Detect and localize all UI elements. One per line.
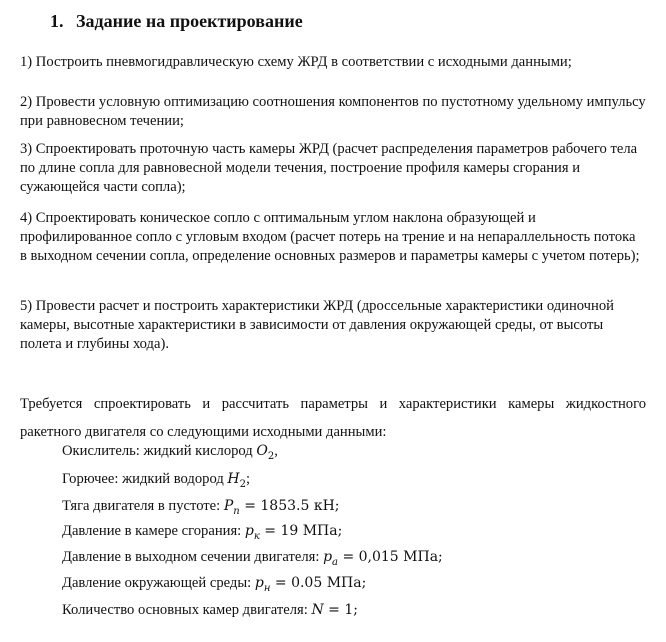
param-thrust: [62, 498, 340, 515]
param-label: Окислитель: жидкий кислород: [62, 443, 257, 459]
param-ambient-pressure: [62, 575, 366, 592]
task-item-2: 2) Провести условную оптимизацию соотношения компонентов по пустотному удельному импульсу при равновесном течении;: [20, 94, 646, 129]
param-label: Количество основных камер двигателя:: [62, 602, 312, 618]
param-oxidizer: Окислитель: жидкий кислород $O_2$,: [62, 443, 278, 462]
intro-line-1: Требуется спроектировать и рассчитать параметры и характеристики камеры жидкостного: [20, 396, 646, 412]
param-formula: $O_2$: [256, 443, 275, 462]
section-title: Задание на проектирование: [76, 11, 303, 31]
intro-line-2: ракетного двигателя со следующими исходными данными:: [20, 424, 387, 440]
param-formula: N = 1;: [311, 602, 358, 618]
param-formula: $H_2$: [227, 471, 246, 490]
task-item-4: 4) Спроектировать коническое сопло с оптимальным углом наклона образующей и профилированное сопло с угловым входом (расчет потерь на трение и на непараллельность потока в выходном сечении сопла, определение основных размеров и параметры камеры с учетом потерь);: [20, 210, 640, 264]
param-label: Давление окружающей среды:: [62, 575, 255, 591]
task-item-1: 1) Построить пневмогидравлическую схему ЖРД в соответствии с исходными данными;: [20, 54, 572, 70]
param-label: Горючее: жидкий водород: [62, 471, 228, 487]
param-formula: $p_a = 0,015$ МПа;: [323, 549, 443, 568]
param-formula: $p_н = 0.05$ МПа;: [254, 575, 367, 594]
param-exit-pressure: [62, 549, 443, 566]
param-chamber-count: [62, 602, 358, 619]
requirements-intro: [20, 390, 646, 446]
param-label: Давление в выходном сечении двигателя:: [62, 549, 324, 565]
param-chamber-pressure: [62, 523, 342, 540]
param-formula: $P_п = 1853.5$ кН;: [223, 498, 340, 517]
task-item-5: 5) Провести расчет и построить характеристики ЖРД (дроссельные характеристики одиночной камеры, высотные характеристики в зависимости от давления окружающей среды, от высоты полета и глубины хода).: [20, 298, 614, 352]
param-label: Давление в камере сгорания:: [62, 523, 245, 539]
section-number: 1.: [50, 11, 64, 31]
param-fuel: Горючее: жидкий водород $H_2$;: [62, 471, 251, 490]
task-item-3: 3) Спроектировать проточную часть камеры ЖРД (расчет распределения параметров рабочего тела по длине сопла для равновесной модели течения, построение профиля камеры сгорания и сужающейся части сопла);: [20, 141, 638, 195]
param-label: Тяга двигателя в пустоте:: [62, 498, 224, 514]
section-heading: [50, 11, 303, 32]
param-formula: $p_к = 19$ МПа;: [244, 523, 343, 542]
